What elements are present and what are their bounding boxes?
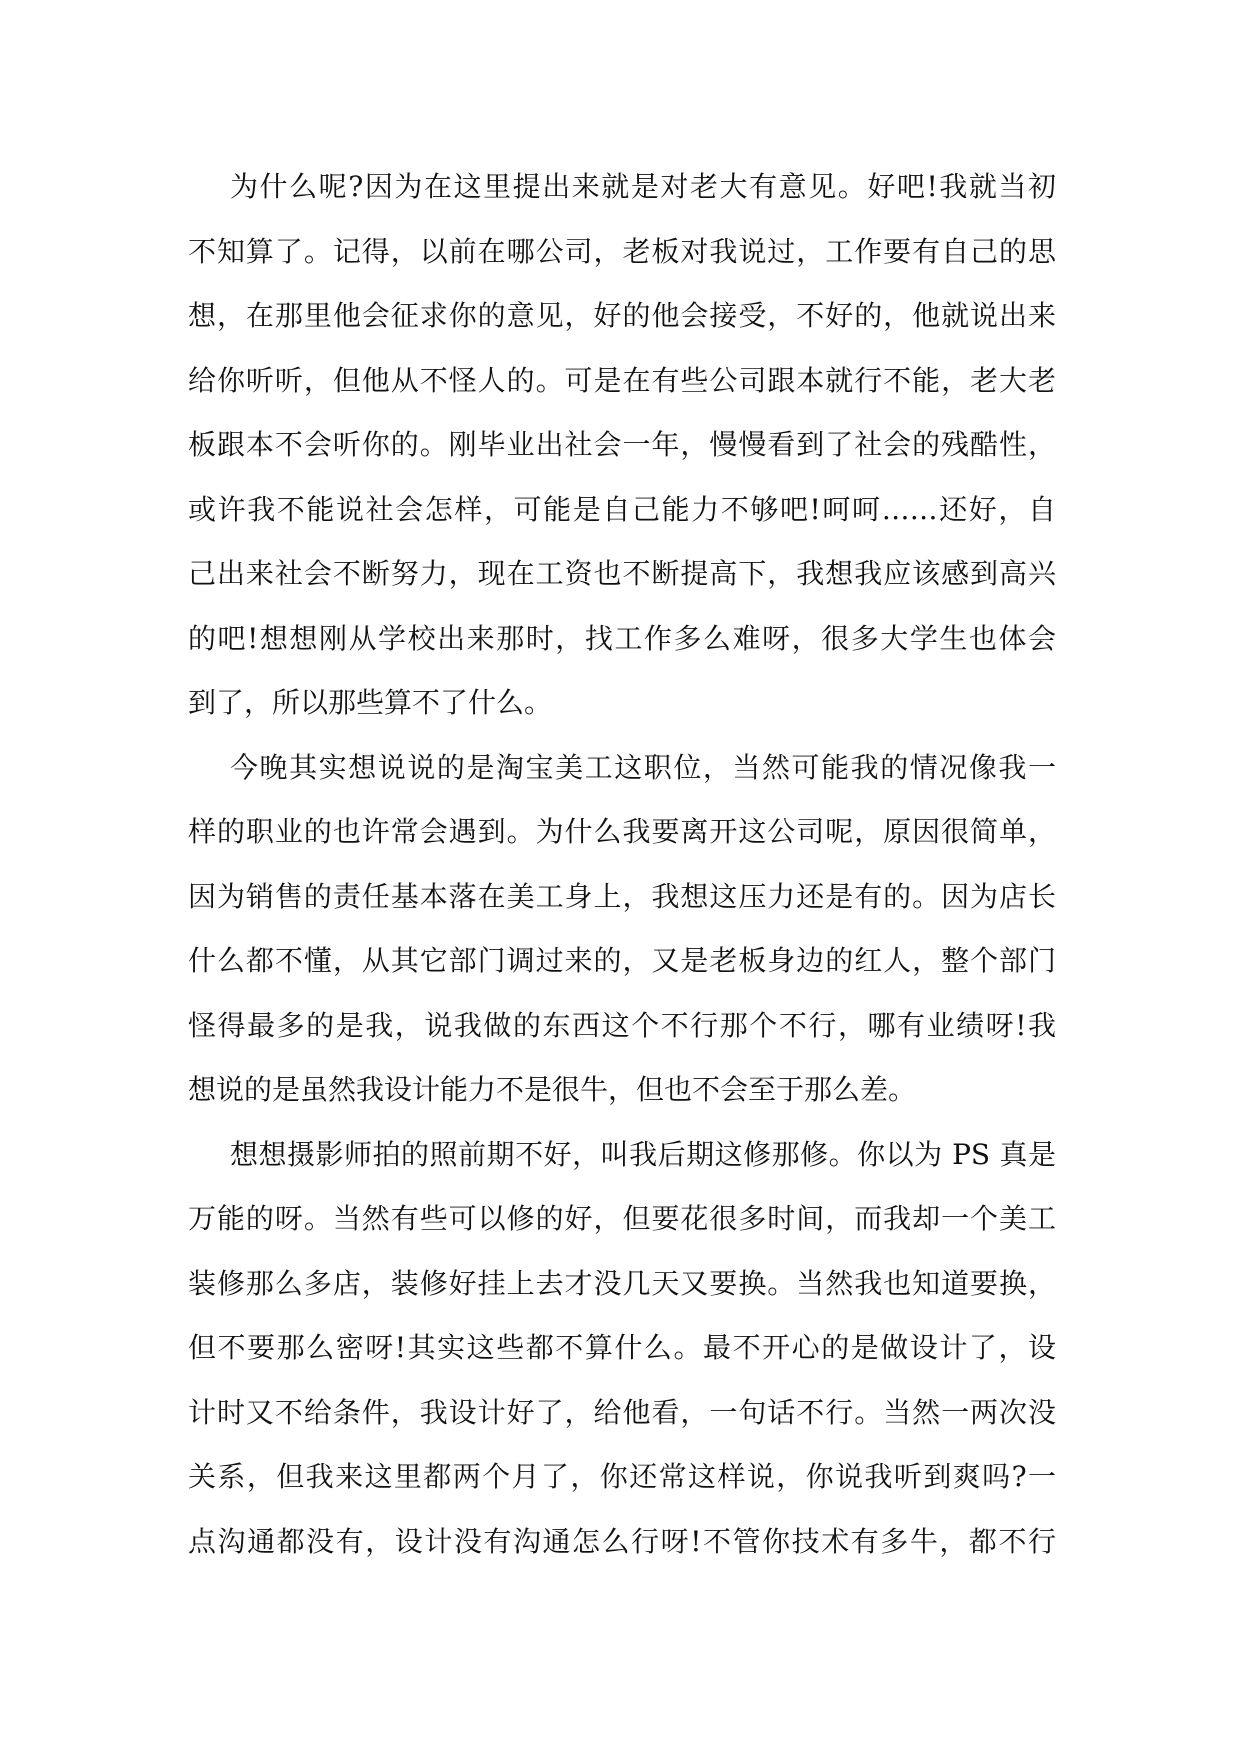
text-line: 想说的是虽然我设计能力不是很牛，但也不会至于那么差。 [188, 1073, 917, 1106]
document-body [188, 155, 1056, 1574]
text-line: 板跟本不会听你的。刚毕业出社会一年，慢慢看到了社会的残酷性， [188, 428, 1056, 461]
paragraph-1 [188, 155, 1056, 736]
text-line: 想想摄影师拍的照前期不好，叫我后期这修那修。你以为 PS 真是 [230, 1137, 1056, 1171]
paragraph-2 [188, 736, 1056, 1123]
text-line: 样的职业的也许常会遇到。为什么我要离开这公司呢，原因很简单， [188, 815, 1056, 848]
text-line: 怪得最多的是我，说我做的东西这个不行那个不行，哪有业绩呀!我 [188, 1008, 1056, 1042]
text-line: 但不要那么密呀!其实这些都不算什么。最不开心的是做设计了，设 [188, 1331, 1056, 1364]
text-line: 的吧!想想刚从学校出来那时，找工作多么难呀，很多大学生也体会 [188, 621, 1056, 655]
text-line: 今晚其实想说说的是淘宝美工这职位，当然可能我的情况像我一 [230, 750, 1056, 784]
text-line: 装修那么多店，装修好挂上去才没几天又要换。当然我也知道要换， [188, 1266, 1056, 1300]
text-line: 己出来社会不断努力，现在工资也不断提高下，我想我应该感到高兴 [188, 557, 1056, 590]
text-line: 想，在那里他会征求你的意见，好的他会接受，不好的，他就说出来 [188, 299, 1056, 332]
text-line: 什么都不懂，从其它部门调过来的，又是老板身边的红人，整个部门 [188, 944, 1056, 977]
text-line: 为什么呢?因为在这里提出来就是对老大有意见。好吧!我就当初 [230, 170, 1056, 203]
text-line: 计时又不给条件，我设计好了，给他看，一句话不行。当然一两次没 [188, 1395, 1056, 1429]
text-line: 到了，所以那些算不了什么。 [188, 686, 553, 719]
text-line: 不知算了。记得，以前在哪公司，老板对我说过，工作要有自己的思 [188, 234, 1056, 268]
text-line: 关系，但我来这里都两个月了，你还常这样说，你说我听到爽吗?一 [188, 1460, 1056, 1493]
text-line: 万能的呀。当然有些可以修的好，但要花很多时间，而我却一个美工 [188, 1202, 1056, 1235]
text-line: 点沟通都没有，设计没有沟通怎么行呀!不管你技术有多牛，都不行 [188, 1524, 1056, 1558]
paragraph-3 [188, 1123, 1056, 1575]
text-line: 给你听听，但他从不怪人的。可是在有些公司跟本就行不能，老大老 [188, 363, 1056, 397]
text-line: 或许我不能说社会怎样，可能是自己能力不够吧!呵呵……还好，自 [188, 492, 1056, 526]
text-line: 因为销售的责任基本落在美工身上，我想这压力还是有的。因为店长 [188, 879, 1056, 913]
